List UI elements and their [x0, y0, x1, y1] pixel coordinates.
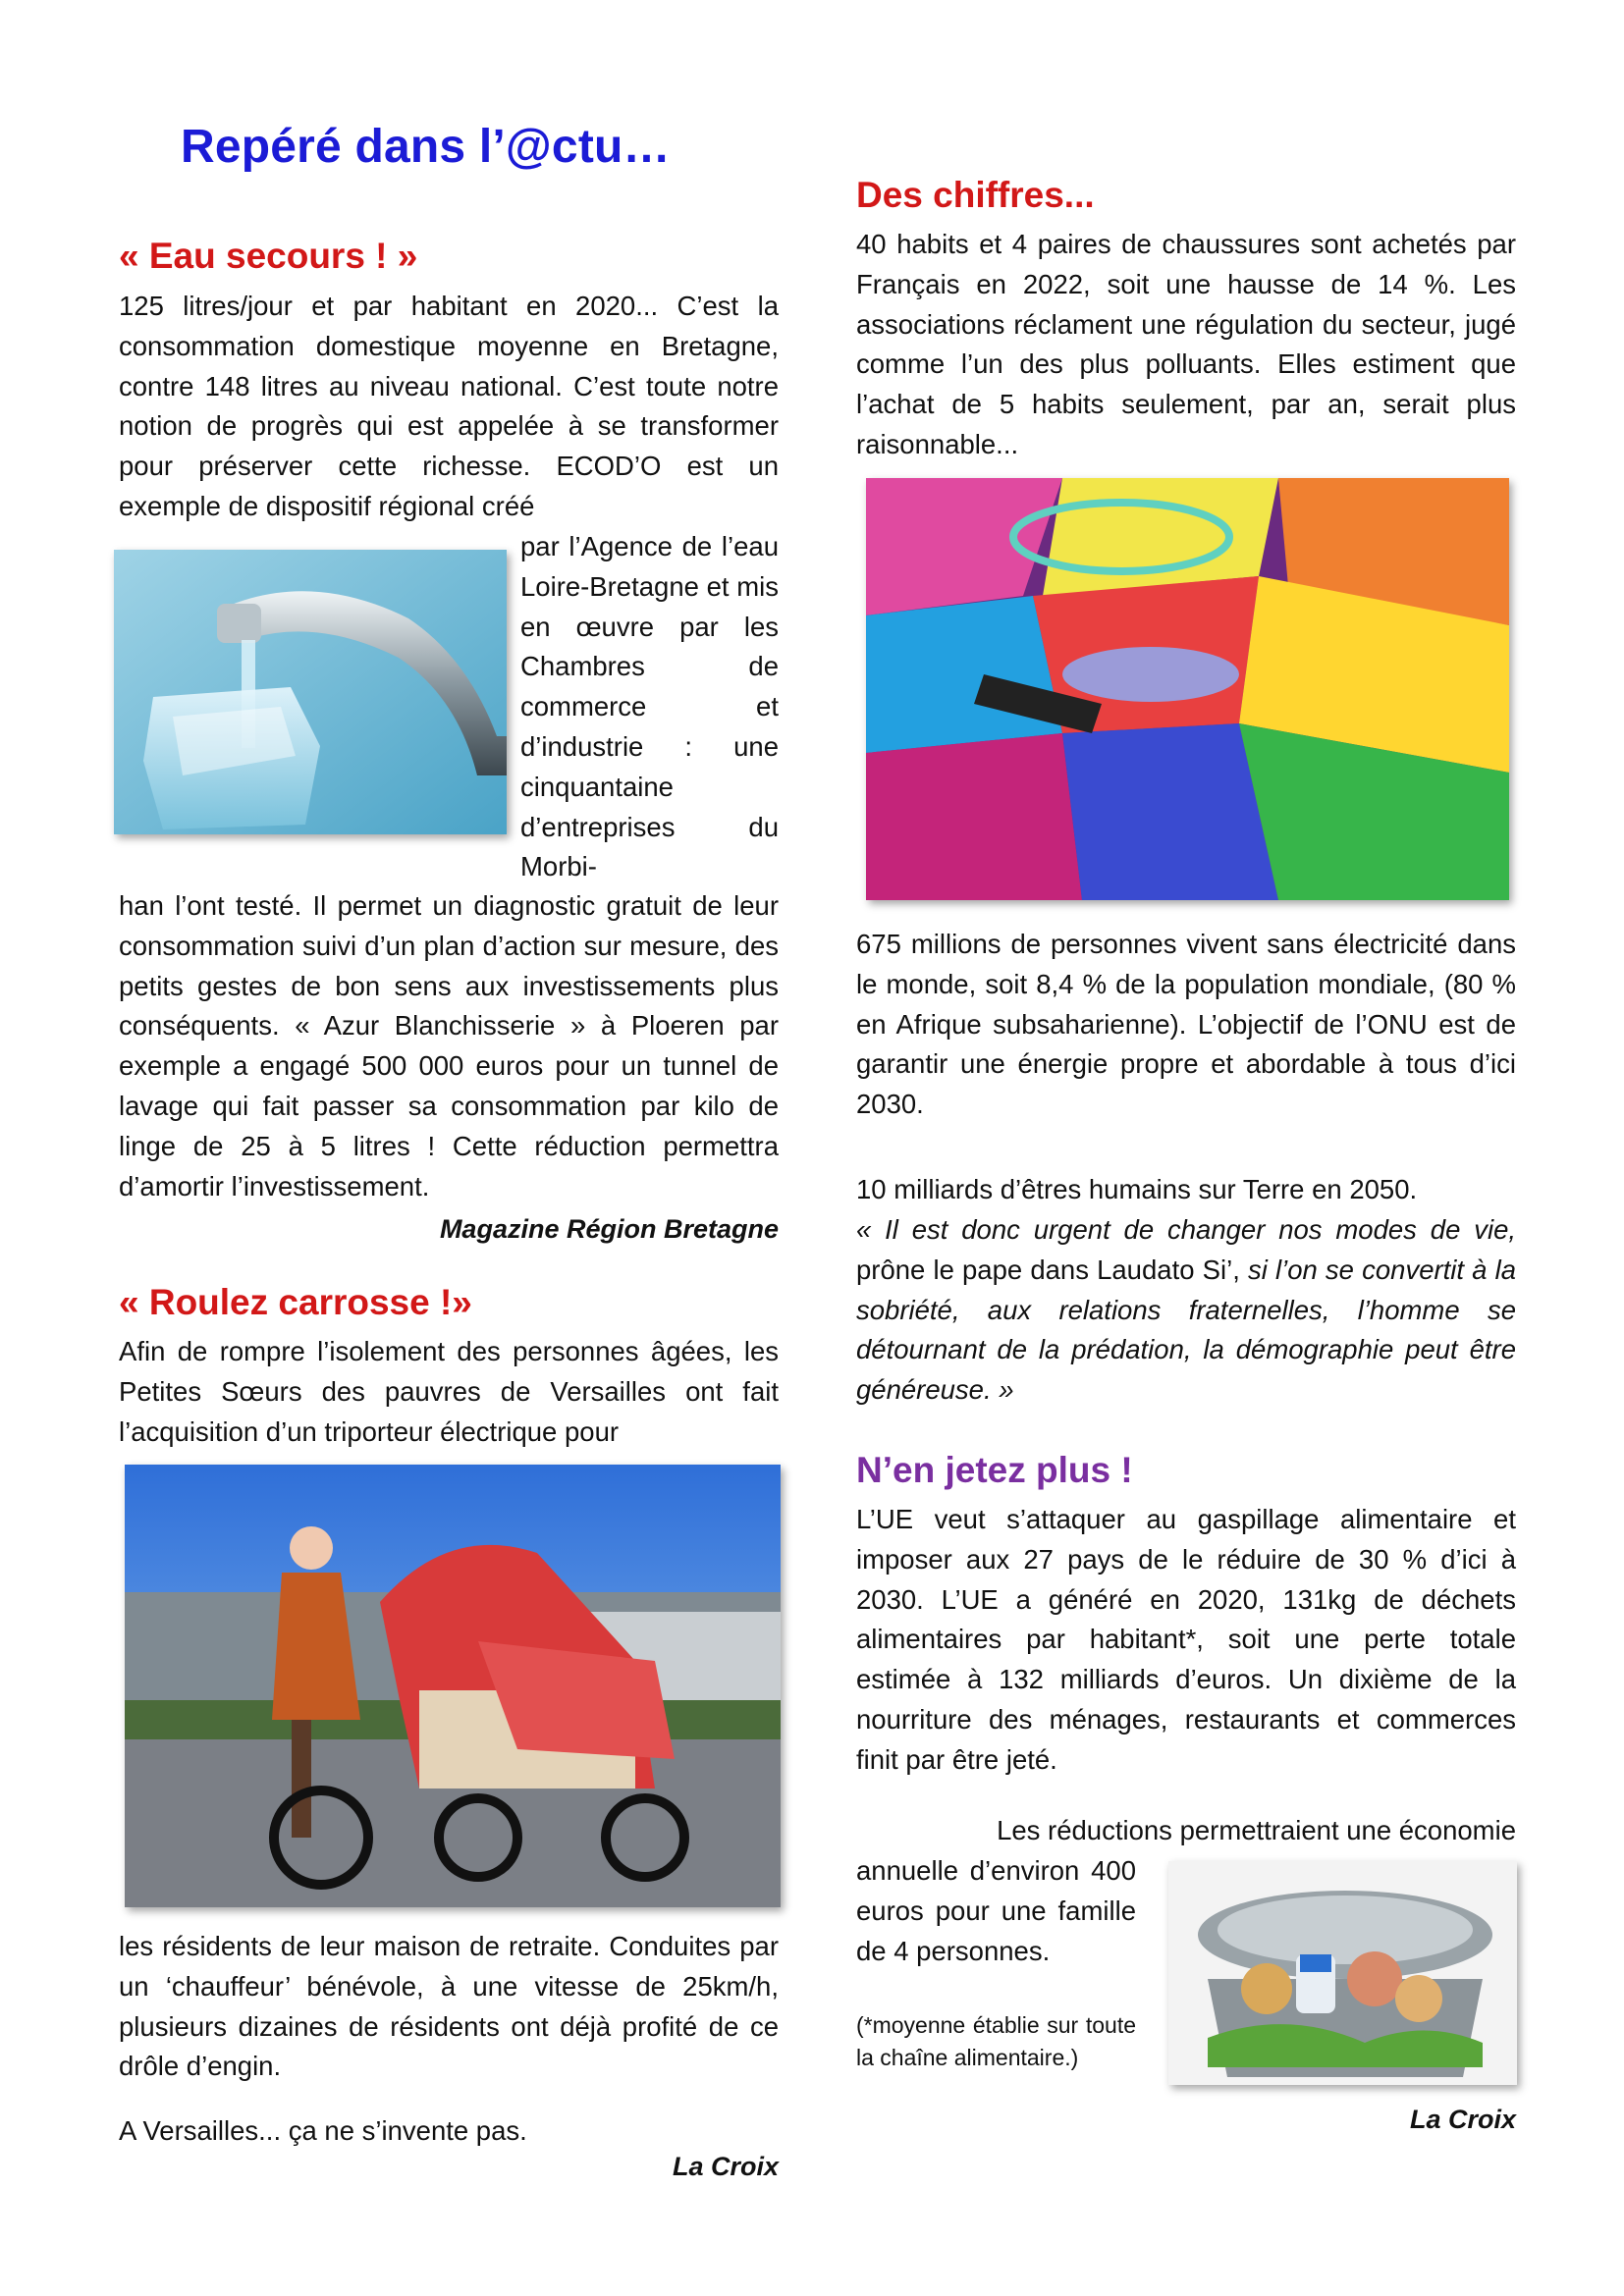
heading-eau-secours: « Eau secours ! »: [119, 236, 418, 276]
quote-attribution: prône le pape dans Laudato Si’,: [856, 1254, 1240, 1285]
quote-part-a: « Il est donc urgent de changer nos modes de vie,: [856, 1214, 1516, 1245]
chiffres-paragraph-3: 10 milliards d’êtres humains sur Terre en 2050.: [856, 1174, 1418, 1204]
heading-des-chiffres: Des chiffres...: [856, 175, 1095, 215]
quote-part-c: si l’on se convertit à la sobriété, aux relations fraternelles, l’homme se détournant de la prédation, la démographie peut être généreuse. »: [856, 1254, 1517, 1406]
pope-quote: [856, 1210, 1516, 1411]
roulez-paragraph-1: Afin de rompre l’isolement des personnes âgées, les Petites Sœurs des pauvres de Versailles ont fait l’acquisition d’un triporteur électrique pour: [119, 1336, 779, 1447]
food-waste-bin-photo: [1168, 1861, 1517, 2085]
eau-paragraph-1: 125 litres/jour et par habitant en 2020... C’est la consommation domestique moyenne en Bretagne, contre 148 litres au niveau national. C’est toute notre notion de progrès qui est appelée à se transformer pour préserver cette richesse. ECOD’O est un exemple de dispositif régional créé: [119, 291, 779, 521]
eau-paragraph-2: par l’Agence de l’eau Loire-Bretagne et mis en œuvre par les Chambres de commerce et d’industrie : une cinquantaine d’entreprises du Morbi-: [520, 531, 779, 882]
jetez-paragraph-1: L’UE veut s’attaquer au gaspillage alimentaire et imposer aux 27 pays de le réduire de 30 % d’ici à 2030. L’UE a généré en 2020, 131kg de déchets alimentaires par habitant*, soit une perte totale estimée à 132 milliards d’euros. Un dixième de la nourriture des ménages, restaurants et commerces finit par être jeté.: [856, 1504, 1516, 1775]
tap-water-photo: [114, 550, 507, 834]
source-magazine: Magazine Région Bretagne: [439, 1214, 779, 1244]
eau-paragraph-3: han l’ont testé. Il permet un diagnostic gratuit de leur consommation suivi d’un plan d’action sur mesure, des petits gestes de bon sens aux investissements plus conséquents. « Azur Blanchisserie » à Ploeren par exemple a engagé 500 000 euros pour un tunnel de lavage qui fait passer sa consommation par kilo de linge de 25 à 5 litres ! Cette réduction permettra d’amortir l’investissement.: [119, 890, 779, 1201]
chiffres-paragraph-2: 675 millions de personnes vivent sans électricité dans le monde, soit 8,4 % de la population mondiale, (80 % en Afrique subsaharienne). L’objectif de l’ONU est de garantir une énergie propre et abordable à tous d’ici 2030.: [856, 929, 1516, 1120]
clothes-pile-photo: [866, 478, 1509, 900]
roulez-paragraph-2: les résidents de leur maison de retraite. Conduites par un ‘chauffeur’ bénévole, à une vitesse de 25km/h, plusieurs dizaines de résidents ont déjà profité de ce drôle d’engin.: [119, 1931, 779, 2082]
roulez-paragraph-3: A Versailles... ça ne s’invente pas.: [119, 2115, 527, 2146]
jetez-paragraph-2a: Les réductions permettraient une économie: [997, 1815, 1516, 1845]
tricycle-photo: [125, 1465, 781, 1907]
source-la-croix-right: La Croix: [1409, 2105, 1516, 2134]
heading-nen-jetez-plus: N’en jetez plus !: [856, 1450, 1133, 1490]
jetez-paragraph-2b: annuelle d’environ 400 euros pour une famille de 4 personnes.: [856, 1855, 1136, 1966]
heading-roulez-carrosse: « Roulez carrosse !»: [119, 1282, 472, 1322]
chiffres-paragraph-1: 40 habits et 4 paires de chaussures sont achetés par Français en 2022, soit une hausse de 14 %. Les associations réclament une régulation du secteur, jugé comme l’un des plus polluants. Elles estiment que l’achat de 5 habits seulement, par an, serait plus raisonnable...: [856, 229, 1516, 459]
page-title: Repéré dans l’@ctu…: [181, 121, 671, 173]
jetez-footnote: (*moyenne établie sur toute la chaîne alimentaire.): [856, 2012, 1136, 2070]
source-la-croix-left: La Croix: [672, 2152, 779, 2181]
